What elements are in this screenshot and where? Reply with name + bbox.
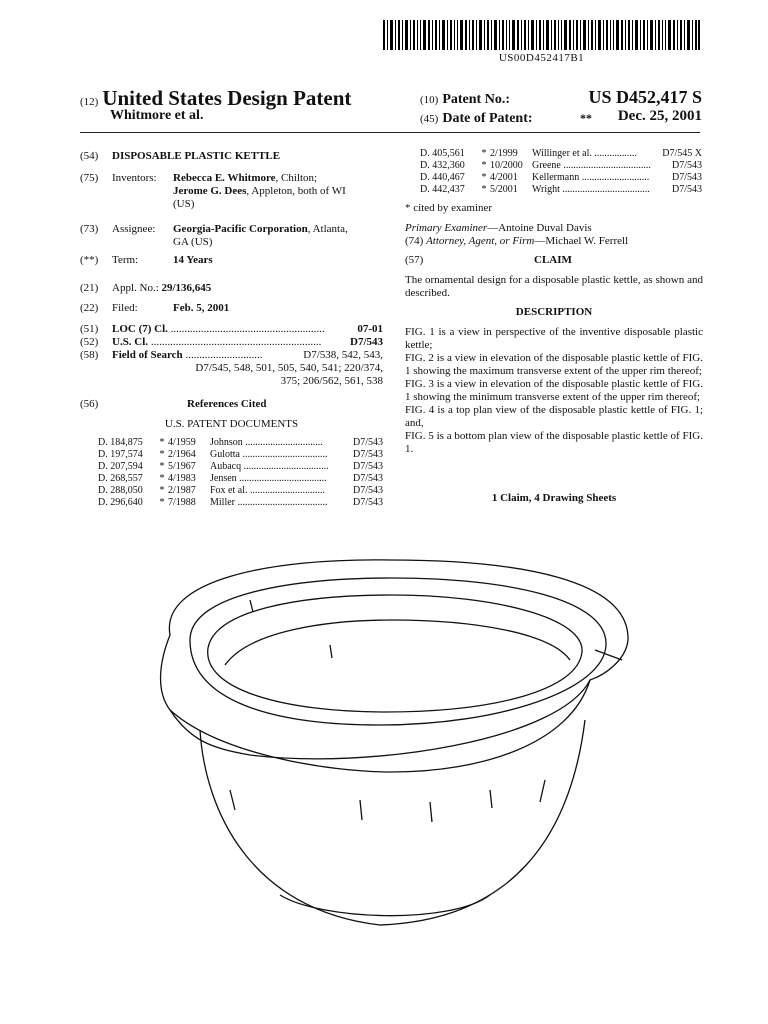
references-section: (56) References Cited	[80, 398, 267, 410]
date-marker: **	[580, 111, 592, 125]
reference-name: Greene ...................................	[532, 160, 651, 171]
reference-star: *	[159, 473, 165, 484]
reference-num: D. 296,640	[98, 497, 143, 508]
reference-name: Willinger et al. .................	[532, 148, 637, 159]
invention-title: DISPOSABLE PLASTIC KETTLE	[112, 150, 281, 162]
barcode-image	[383, 20, 700, 50]
reference-star: *	[159, 449, 165, 460]
description-title: DESCRIPTION	[515, 306, 593, 318]
reference-row	[420, 184, 702, 196]
reference-row	[98, 485, 383, 497]
reference-star: *	[481, 172, 487, 183]
filed-date: Feb. 5, 2001	[173, 302, 230, 314]
assignee-field: (73) Assignee:	[80, 223, 156, 235]
reference-star: *	[159, 497, 165, 508]
reference-date: 2/1999	[490, 148, 518, 159]
reference-star: *	[159, 437, 165, 448]
reference-name: Kellermann ...........................	[532, 172, 650, 183]
desc-fig-3: FIG. 3 is a view in elevation of the disposable plastic kettle of FIG. 1 showing the minimum transverse extent of the upper rim thereof;	[405, 378, 703, 403]
reference-num: D. 197,574	[98, 449, 143, 460]
appl-label: Appl. No.:	[112, 282, 159, 294]
reference-num: D. 432,360	[420, 160, 465, 171]
reference-star: *	[481, 160, 487, 171]
header-rule	[80, 132, 700, 133]
date-line	[420, 109, 702, 127]
references-title: References Cited	[187, 398, 267, 410]
reference-cls: D7/545 X	[662, 148, 702, 159]
reference-cls: D7/543	[353, 461, 383, 472]
reference-date: 5/2001	[490, 184, 518, 195]
reference-row	[420, 160, 702, 172]
reference-date: 10/2000	[490, 160, 523, 171]
examiner-line: Primary Examiner—Antoine Duval Davis	[405, 222, 592, 234]
attorney-line: (74) Attorney, Agent, or Firm—Michael W. Ferrell	[405, 235, 629, 247]
inventors-label: Inventors:	[112, 172, 157, 184]
desc-fig-2: FIG. 2 is a view in elevation of the disposable plastic kettle of FIG. 1 showing the maximum transverse extent of the upper rim thereof;	[405, 352, 703, 377]
reference-star: *	[159, 461, 165, 472]
reference-row	[98, 473, 383, 485]
claim-heading: (57) CLAIM	[405, 254, 572, 266]
title-field: (54) DISPOSABLE PLASTIC KETTLE	[80, 150, 281, 162]
code-45: (45)	[420, 113, 439, 125]
desc-fig-1: FIG. 1 is a view in perspective of the inventive disposable plastic kettle;	[405, 326, 703, 351]
reference-cls: D7/543	[353, 437, 383, 448]
reference-name: Miller ....................................	[210, 497, 328, 508]
filed-field: (22) Filed:	[80, 302, 138, 314]
reference-date: 2/1964	[168, 449, 196, 460]
filed-label: Filed:	[112, 302, 138, 314]
reference-row	[98, 461, 383, 473]
reference-star: *	[481, 184, 487, 195]
reference-row	[98, 449, 383, 461]
patent-no-label: Patent No.:	[442, 92, 510, 107]
description-body	[405, 326, 703, 456]
date-label: Date of Patent:	[442, 111, 533, 126]
claim-title: CLAIM	[534, 254, 572, 266]
reference-cls: D7/543	[672, 184, 702, 195]
term-value: 14 Years	[173, 254, 213, 266]
reference-date: 2/1987	[168, 485, 196, 496]
reference-date: 4/1983	[168, 473, 196, 484]
reference-name: Fox et al. ..............................	[210, 485, 325, 496]
reference-cls: D7/543	[672, 172, 702, 183]
authors: Whitmore et al.	[110, 108, 204, 123]
assignee: Georgia-Pacific Corporation	[173, 223, 308, 235]
references-table-right	[420, 148, 702, 196]
attorney-name: —Michael W. Ferrell	[534, 235, 629, 247]
term-label: Term:	[112, 254, 139, 266]
code-12: (12)	[80, 96, 99, 108]
reference-row	[420, 172, 702, 184]
reference-num: D. 442,437	[420, 184, 465, 195]
reference-num: D. 184,875	[98, 437, 143, 448]
kettle-drawing	[130, 540, 650, 1000]
reference-star: *	[159, 485, 165, 496]
inventors-field: (75) Inventors:	[80, 172, 157, 184]
inventor-2: Jerome G. Dees	[173, 185, 247, 197]
us-class: D7/543	[350, 336, 383, 348]
reference-cls: D7/543	[353, 485, 383, 496]
claims-summary: 1 Claim, 4 Drawing Sheets	[491, 492, 617, 504]
code-10: (10)	[420, 94, 439, 106]
desc-fig-5: FIG. 5 is a bottom plan view of the disposable plastic kettle of FIG. 1.	[405, 430, 703, 455]
appl-field: (21) Appl. No.: 29/136,645	[80, 282, 212, 294]
reference-num: D. 207,594	[98, 461, 143, 472]
reference-cls: D7/543	[353, 497, 383, 508]
inventors-value: Rebecca E. Whitmore, Chilton; Jerome G. Dees, Appleton, both of WI (US)	[173, 172, 346, 210]
us-class-field: (52) U.S. Cl. .............................................................. D7/543	[80, 336, 383, 348]
reference-cls: D7/543	[672, 160, 702, 171]
reference-cls: D7/543	[353, 473, 383, 484]
reference-num: D. 440,467	[420, 172, 465, 183]
reference-num: D. 268,557	[98, 473, 143, 484]
references-table-left	[98, 437, 383, 509]
reference-date: 4/1959	[168, 437, 196, 448]
reference-star: *	[481, 148, 487, 159]
patent-title: United States Design Patent	[102, 86, 352, 110]
patent-number-line	[420, 87, 702, 108]
reference-row	[98, 497, 383, 509]
examiner-name: —Antoine Duval Davis	[487, 222, 592, 234]
desc-fig-4: FIG. 4 is a top plan view of the disposable plastic kettle of FIG. 1; and,	[405, 404, 703, 429]
reference-name: Aubacq ..................................	[210, 461, 329, 472]
loc-field: (51) LOC (7) Cl. ........................................................ 07-01	[80, 323, 383, 335]
reference-num: D. 405,561	[420, 148, 465, 159]
reference-date: 5/1967	[168, 461, 196, 472]
cited-note: * cited by examiner	[405, 202, 493, 214]
reference-date: 4/2001	[490, 172, 518, 183]
us-docs-title: U.S. PATENT DOCUMENTS	[164, 418, 299, 430]
reference-name: Jensen ...................................	[210, 473, 327, 484]
loc-class: 07-01	[357, 323, 383, 335]
term-field: (**) Term:	[80, 254, 139, 266]
field-of-search: (58) Field of Search ............................ D7/538, 542, 543, D7/545, 548, 501, 505, 540, 541; 220/374, 375; 206/562, 561, 538	[80, 349, 383, 387]
claim-text: The ornamental design for a disposable plastic kettle, as shown and described.	[405, 274, 703, 299]
reference-name: Gulotta ..................................	[210, 449, 328, 460]
reference-name: Johnson ...............................	[210, 437, 323, 448]
reference-row	[98, 437, 383, 449]
assignee-value: Georgia-Pacific Corporation, Atlanta, GA (US)	[173, 223, 348, 248]
patent-date: Dec. 25, 2001	[617, 108, 702, 124]
reference-date: 7/1988	[168, 497, 196, 508]
patent-number: US D452,417 S	[588, 87, 702, 107]
reference-row	[420, 148, 702, 160]
reference-name: Wright ...................................	[532, 184, 650, 195]
assignee-label: Assignee:	[112, 223, 156, 235]
reference-num: D. 288,050	[98, 485, 143, 496]
inventor-1: Rebecca E. Whitmore	[173, 172, 276, 184]
appl-number: 29/136,645	[161, 282, 212, 294]
barcode-number: US00D452417B1	[498, 52, 585, 64]
reference-cls: D7/543	[353, 449, 383, 460]
